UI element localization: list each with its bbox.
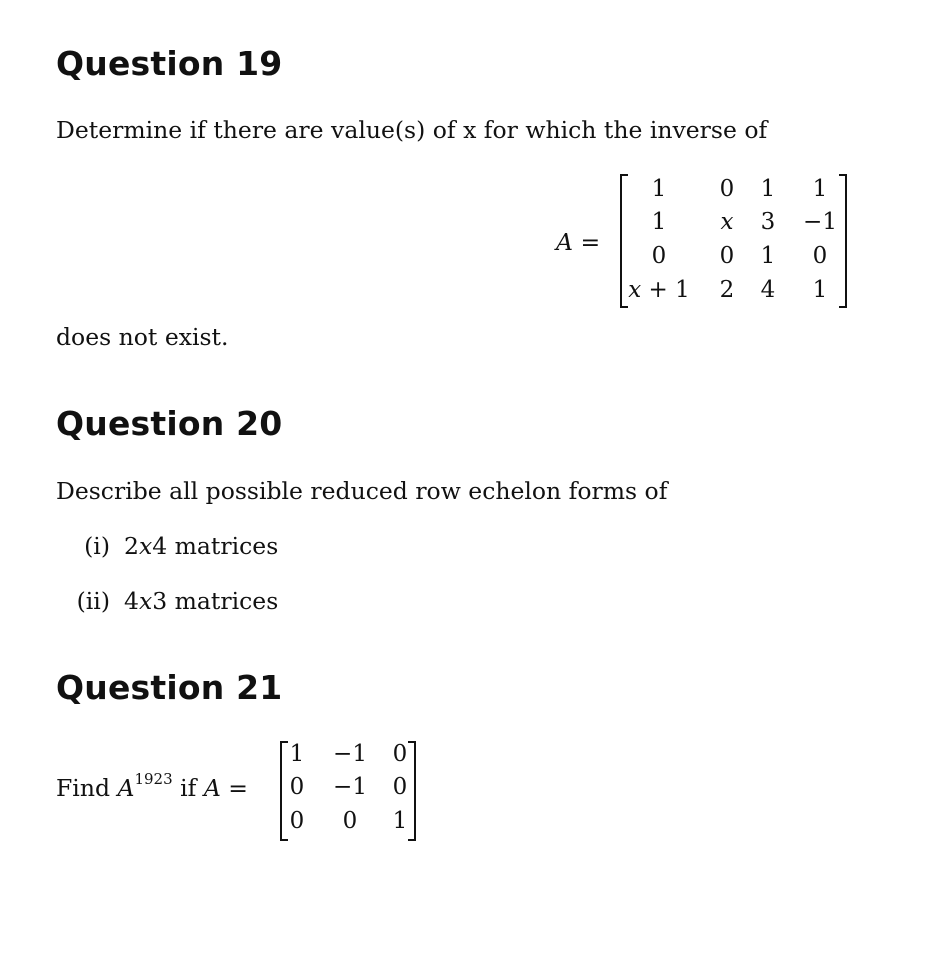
question-19-title: Question 19: [56, 44, 283, 83]
matrix-cell: −1: [333, 741, 367, 767]
matrix-cell: 1: [651, 209, 667, 235]
matrix-cell: 1: [812, 176, 828, 202]
question-19-outro: does not exist.: [56, 323, 229, 351]
matrix-19-right-bracket: [839, 174, 847, 308]
matrix-cell: −1: [333, 774, 367, 800]
question-20-title: Question 20: [56, 404, 283, 443]
matrix-cell: 4: [760, 277, 776, 303]
matrix-cell: 0: [392, 741, 408, 767]
list-item: [70, 532, 278, 560]
matrix-cell: 1: [392, 808, 408, 834]
list-item-text: matrices: [167, 532, 279, 560]
matrix-cell: x + 1: [628, 277, 690, 303]
list-item-dim1: 2: [124, 532, 139, 560]
matrix-cell: x: [720, 209, 734, 235]
matrix-cell: 0: [289, 808, 305, 834]
power-base: A: [117, 773, 135, 802]
matrix-cell: 1: [760, 243, 776, 269]
matrix-a-lhs: [556, 228, 600, 256]
list-item-var: x: [138, 532, 153, 560]
list-item-var: x: [138, 587, 153, 615]
matrix-cell: 0: [342, 808, 358, 834]
matrix-cell: 0: [392, 774, 408, 800]
list-item-dim1: 4: [124, 587, 139, 615]
list-item-dim2: 4: [152, 532, 168, 560]
matrix-a-label: A =: [556, 228, 601, 256]
matrix-cell: 0: [719, 243, 735, 269]
matrix-a-label: A =: [203, 773, 248, 802]
list-item-label: (i): [84, 532, 110, 560]
matrix-cell: 0: [651, 243, 667, 269]
matrix-cell: 3: [760, 209, 776, 235]
matrix-cell: −1: [803, 209, 837, 235]
matrix-cell: 1: [812, 277, 828, 303]
matrix-cell: 1: [289, 741, 305, 767]
matrix-cell: 1: [760, 176, 776, 202]
matrix-cell: 2: [719, 277, 735, 303]
matrix-21-left-bracket: [280, 741, 288, 841]
question-19-intro: Determine if there are value(s) of x for which the inverse of: [56, 116, 768, 144]
matrix-21-right-bracket: [408, 741, 416, 841]
list-item: [70, 587, 278, 615]
exponent: 1923: [134, 770, 173, 788]
find-text: Find: [56, 773, 118, 802]
question-20-intro: Describe all possible reduced row echelon forms of: [56, 477, 668, 505]
if-text: if: [172, 773, 204, 802]
list-item-label: (ii): [76, 587, 110, 615]
matrix-cell: 1: [651, 176, 667, 202]
matrix-cell: 0: [812, 243, 828, 269]
matrix-cell: 0: [719, 176, 735, 202]
matrix-cell: 0: [289, 774, 305, 800]
list-item-text: matrices: [167, 587, 279, 615]
question-21-statement: [56, 770, 248, 802]
list-item-dim2: 3: [152, 587, 168, 615]
question-21-title: Question 21: [56, 668, 283, 707]
matrix-19-left-bracket: [620, 174, 628, 308]
